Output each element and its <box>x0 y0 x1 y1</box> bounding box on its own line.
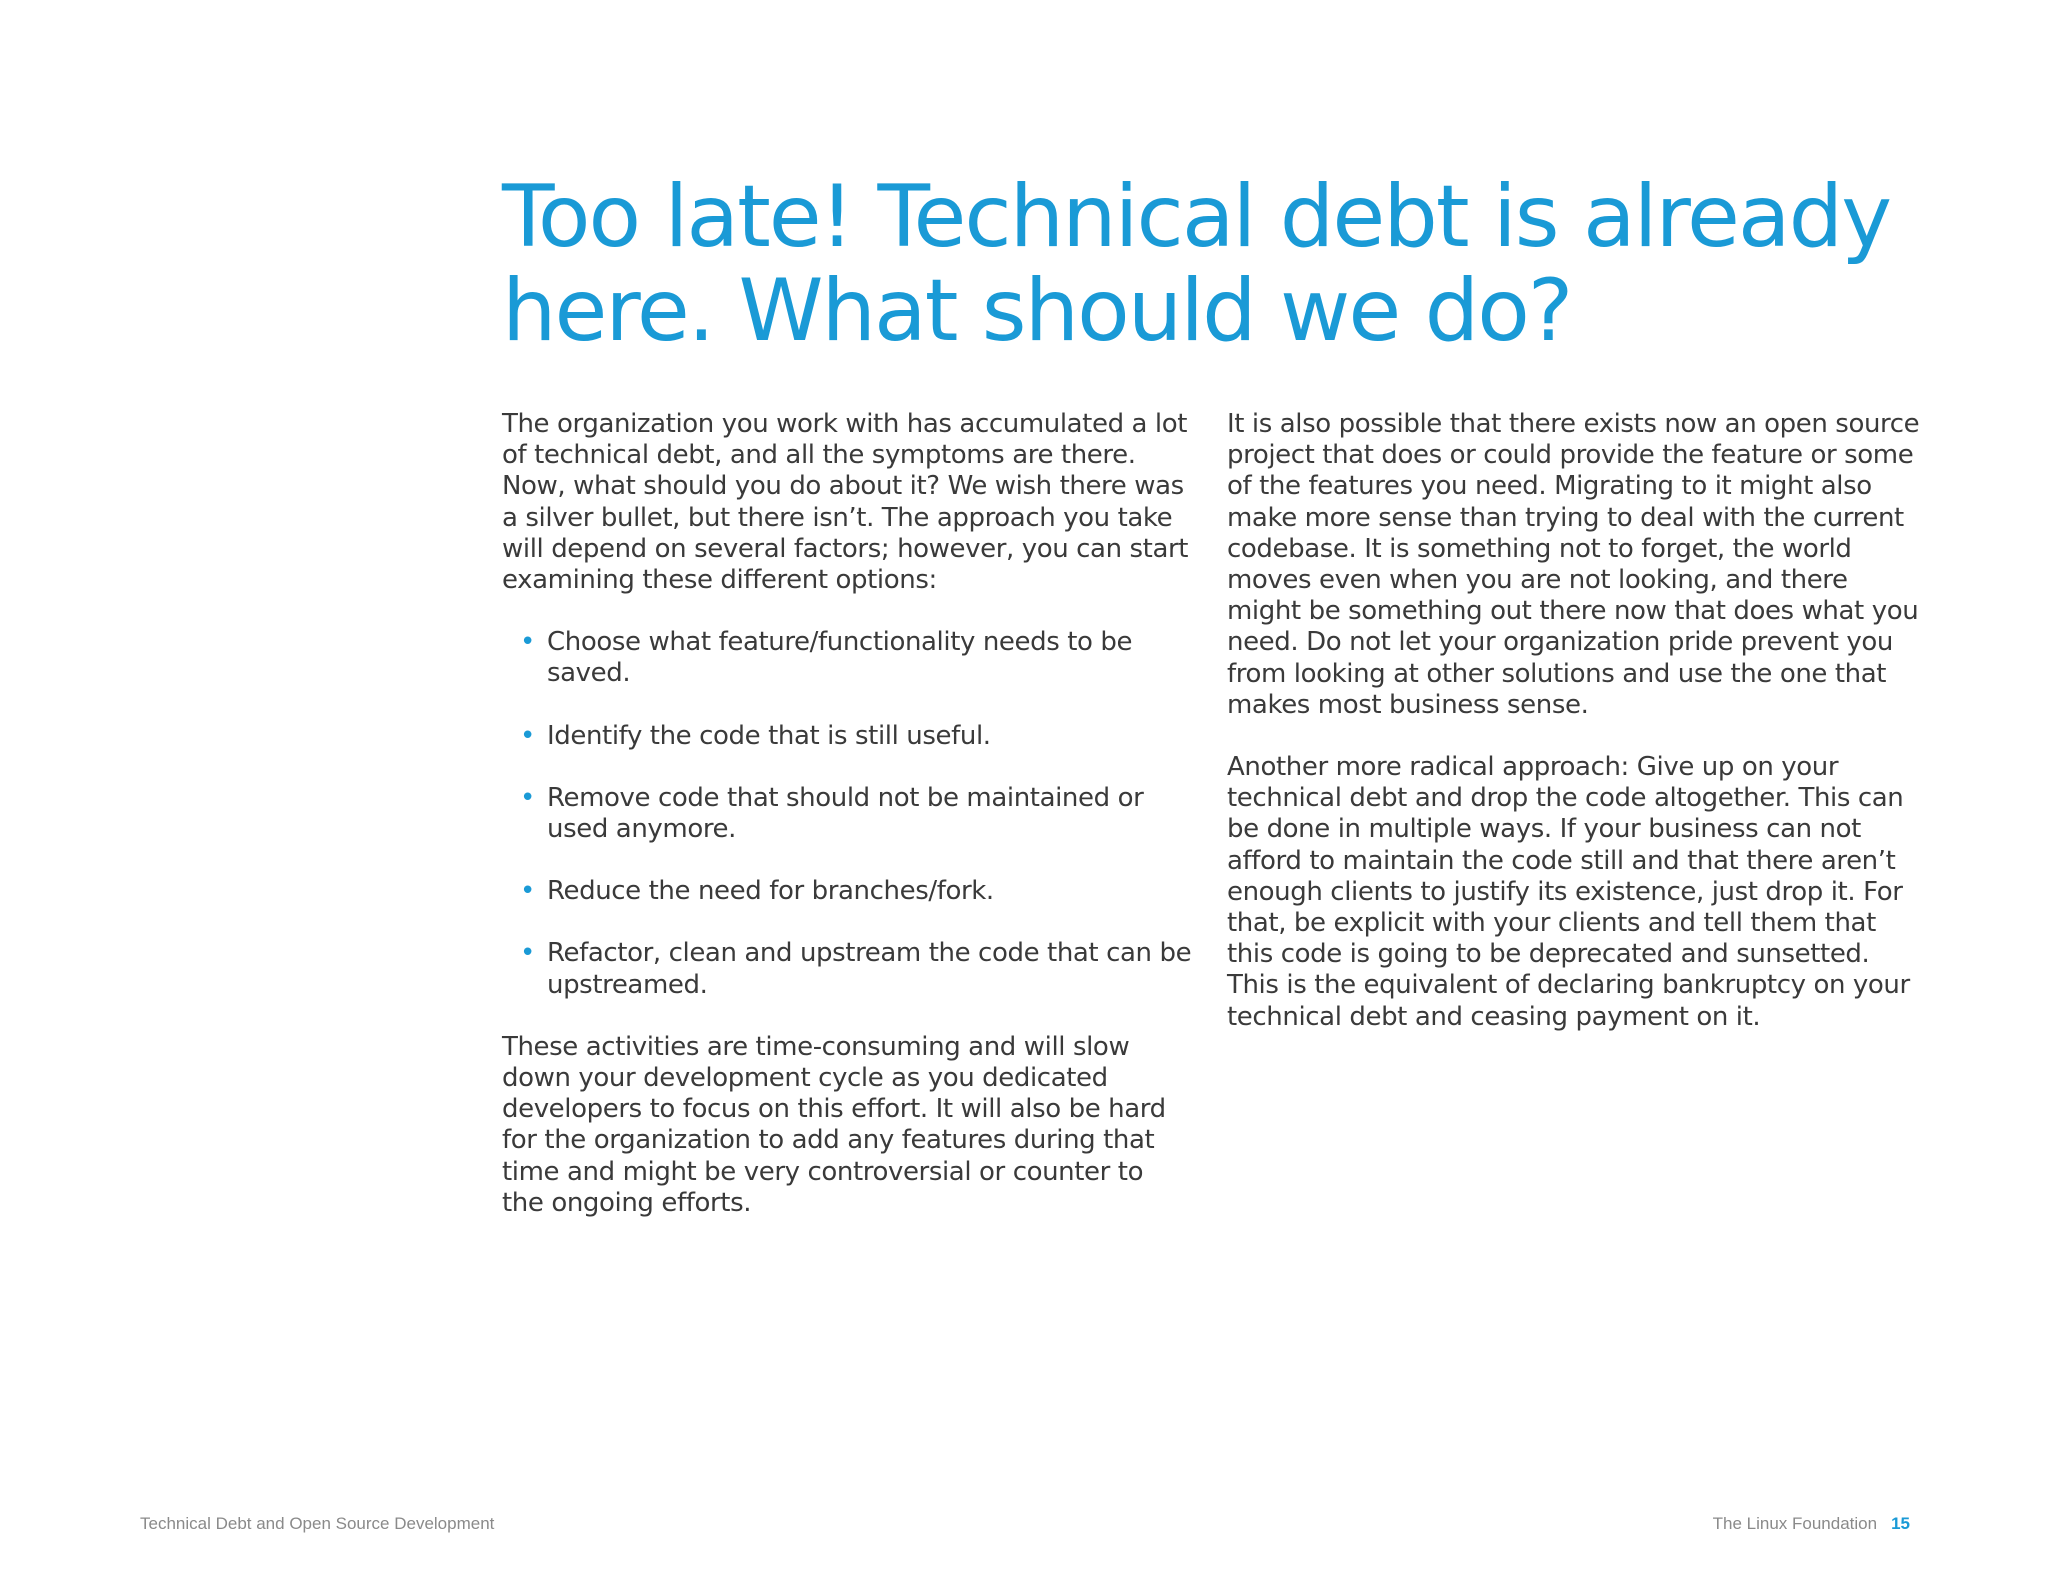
options-list <box>502 627 1192 1001</box>
intro-paragraph: The organization you work with has accumulated a lot of technical debt, and all the symptoms are there. Now, what should you do about it? We wish there was a silver bullet, but there isn’t. The approach you take will depend on several factors; however, you can start examining these different options: <box>502 409 1189 596</box>
list-item-text: Choose what feature/functionality needs to be saved. <box>547 627 1133 689</box>
radical-approach-paragraph: Another more radical approach: Give up on your technical debt and drop the code altogether. This can be done in multiple ways. If your business can not afford to maintain the code still and that there aren’t enough clients to justify its existence, just drop it. For that, be explicit with your clients and tell them that this code is going to be deprecated and sunsetted. This is the equivalent of declaring bankruptcy on your technical debt and ceasing payment on it. <box>1227 752 1910 1032</box>
open-source-paragraph: It is also possible that there exists now an open source project that does or could provide the feature or some of the features you need. Migrating to it might also make more sense than trying to deal with the current codebase. It is something not to forget, the world moves even when you are not looking, and there might be something out there now that does what you need. Do not let your organization pride prevent you from looking at other solutions and use the one that makes most business sense. <box>1227 409 1920 720</box>
right-column <box>1227 409 1927 1064</box>
closing-paragraph: These activities are time-consuming and will slow down your development cycle as you dedicated developers to focus on this effort. It will also be hard for the organization to add any features during that time and might be very controversial or counter to the ongoing efforts. <box>502 1031 1166 1218</box>
footer-right <box>1713 1514 1910 1534</box>
footer-organization: The Linux Foundation <box>1712 1514 1878 1533</box>
bullet-icon: • <box>520 876 535 907</box>
bullet-icon: • <box>520 938 535 969</box>
page-title: Too late! Technical debt is already here. What should we do? <box>502 167 1891 361</box>
bullet-icon: • <box>520 627 535 658</box>
footer-document-title: Technical Debt and Open Source Development <box>140 1514 495 1533</box>
left-column <box>502 409 1192 1250</box>
list-item <box>502 783 1192 845</box>
bullet-icon: • <box>520 782 535 813</box>
list-item-text: Identify the code that is still useful. <box>547 720 991 751</box>
list-item-text: Refactor, clean and upstream the code that can be upstreamed. <box>547 938 1192 1000</box>
bullet-icon: • <box>520 720 535 751</box>
list-item-text: Remove code that should not be maintained or used anymore. <box>547 782 1144 845</box>
list-item <box>502 721 1192 752</box>
page-number: 15 <box>1891 1514 1910 1533</box>
list-item <box>502 627 1192 689</box>
list-item-text: Reduce the need for branches/fork. <box>547 876 994 907</box>
list-item <box>502 876 1192 907</box>
list-item <box>502 938 1192 1000</box>
